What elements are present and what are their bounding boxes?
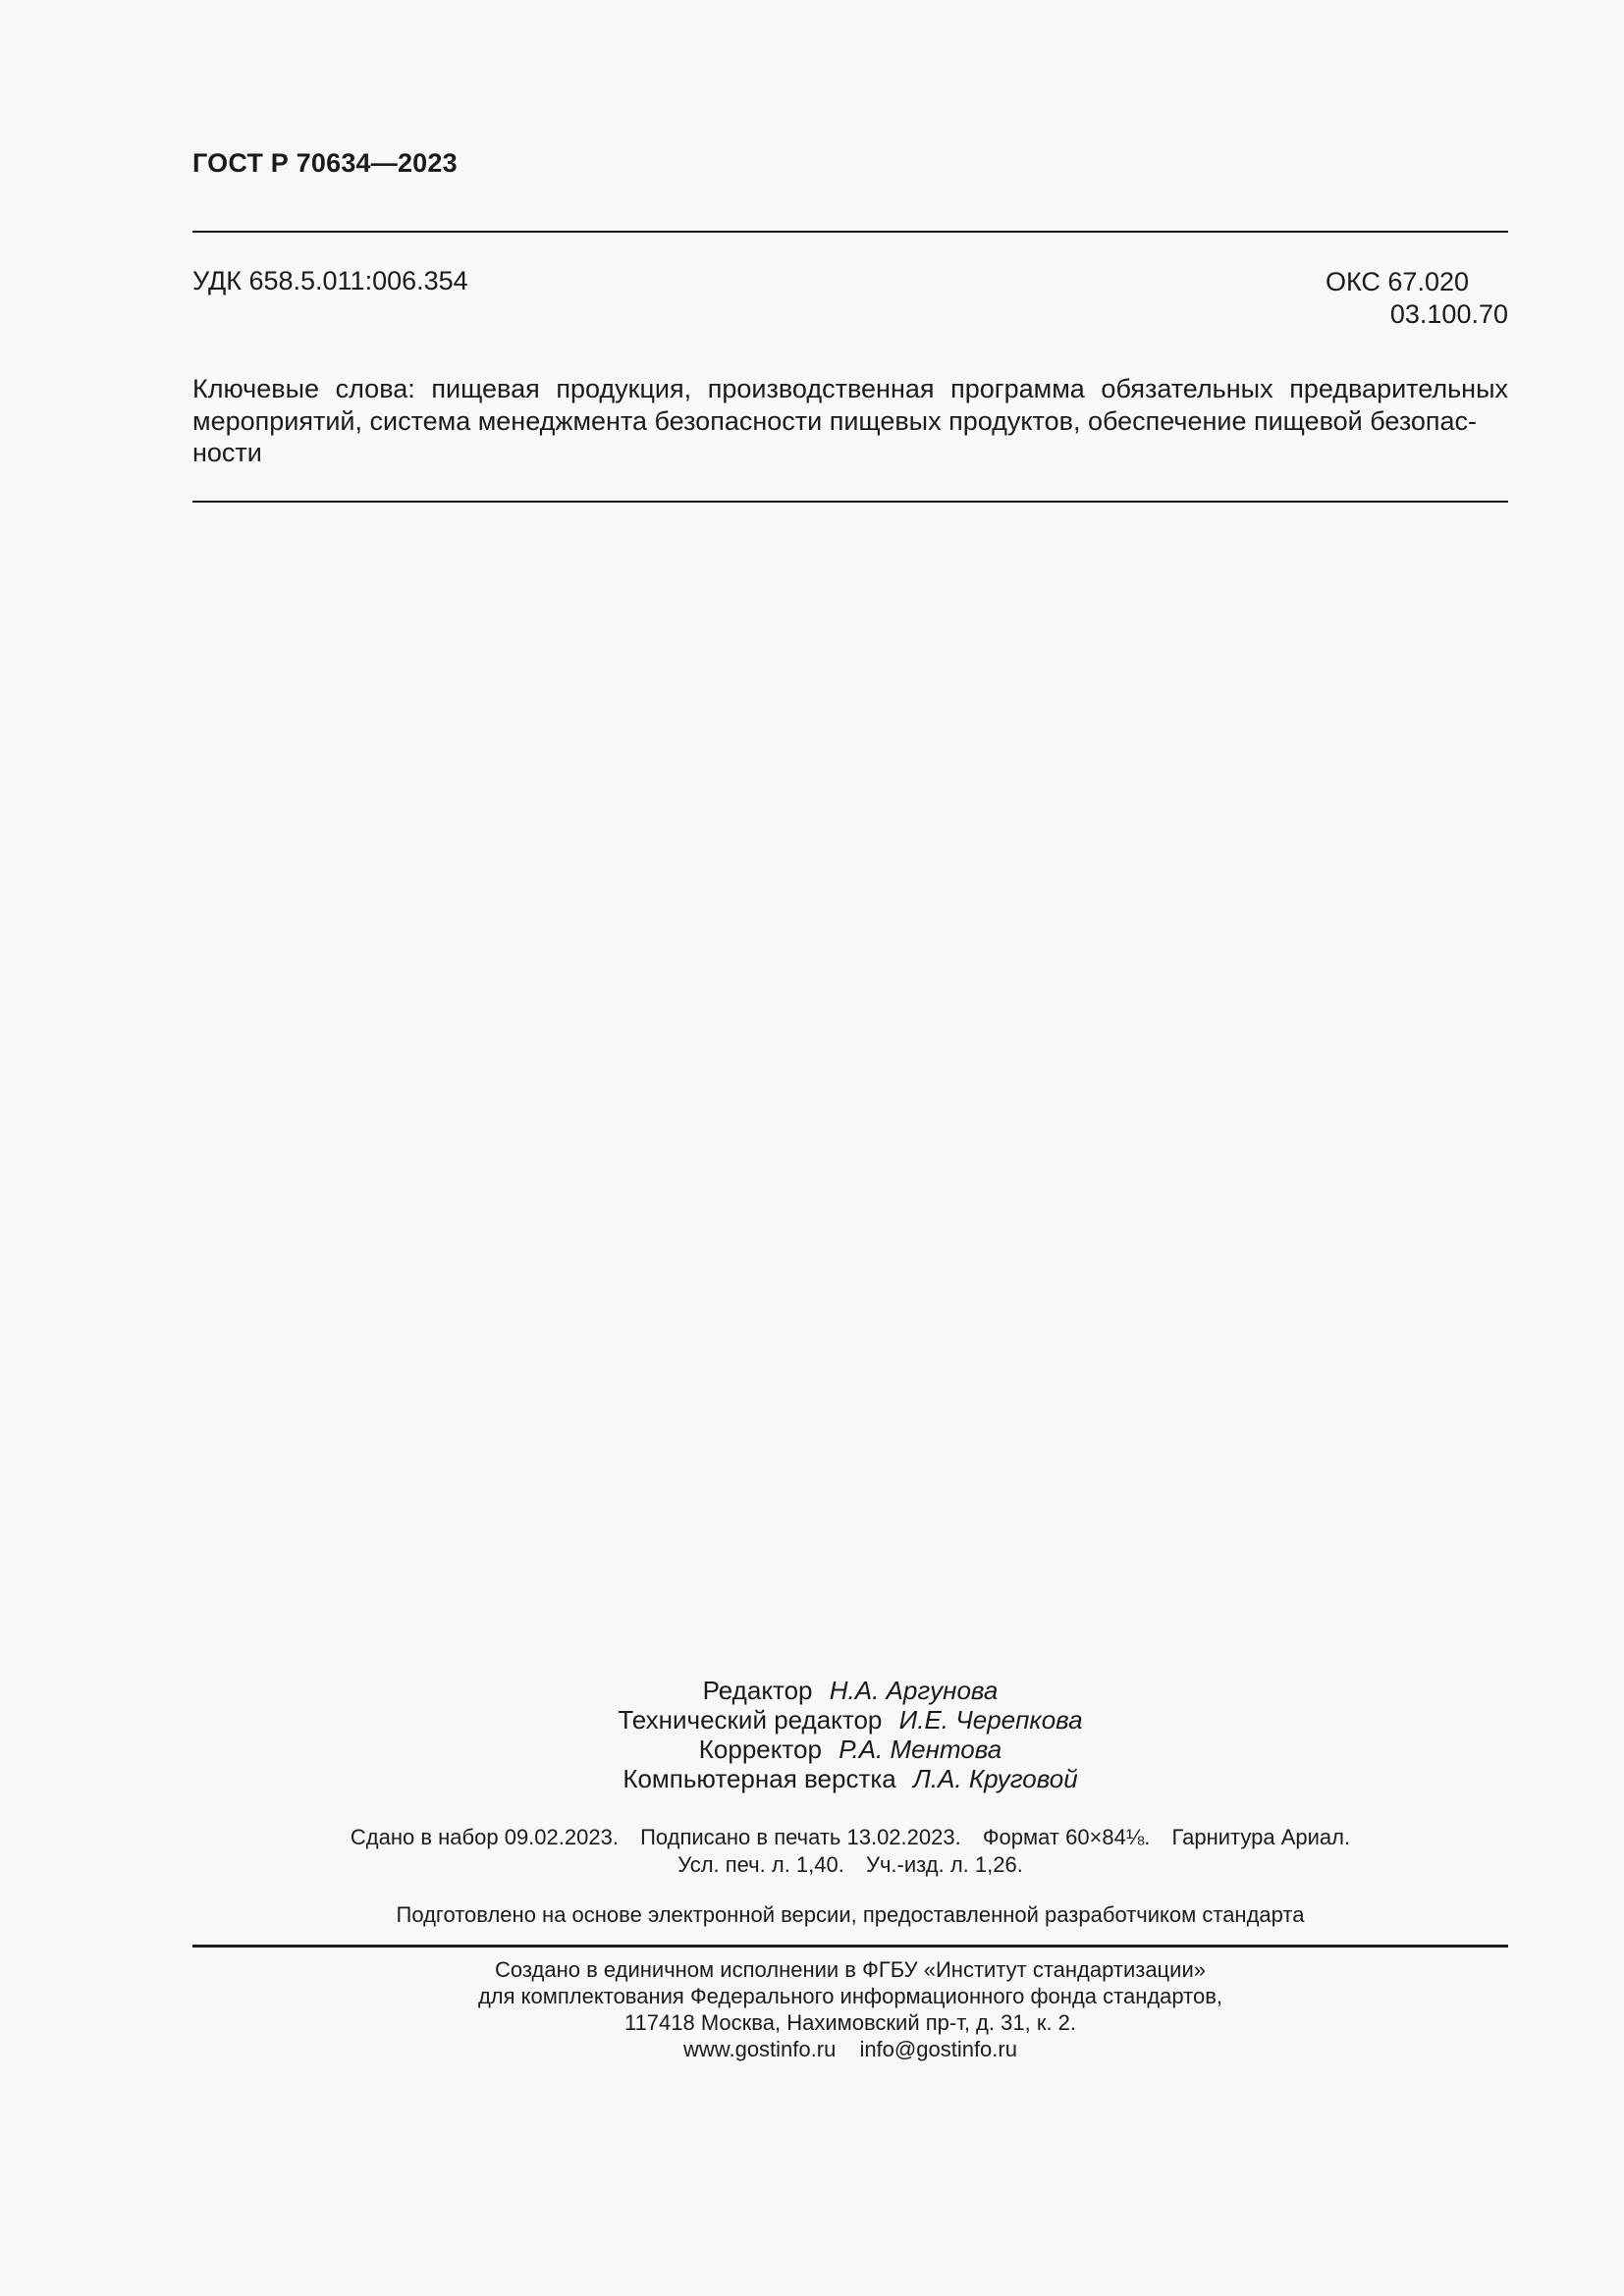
- editorial-credits: [192, 1676, 1508, 1793]
- keywords-paragraph: Ключевые слова: пищевая продукция, производственная программа обязательных предварительных мероприятий, система менеджмента безопасности пищевых продуктов, обеспечение пищевой безопас- ности: [192, 374, 1508, 467]
- paper-format: Формат 60×84⅛.: [982, 1825, 1151, 1849]
- publisher-line1: Создано в единичном исполнении в ФГБУ «Институт стандартизации»: [495, 1957, 1206, 1982]
- credit-proofreader: [192, 1735, 1508, 1764]
- credit-role: Редактор: [702, 1676, 813, 1705]
- print-sheets: Усл. печ. л. 1,40.: [677, 1852, 844, 1877]
- publisher-contacts: [192, 2036, 1508, 2062]
- publisher-line2: для комплектования Федерального информационного фонда стандартов,: [477, 1984, 1223, 2008]
- credit-role: Технический редактор: [618, 1705, 883, 1735]
- publisher-address: 117418 Москва, Нахимовский пр-т, д. 31, к. 2.: [623, 2010, 1077, 2035]
- typeface: Гарнитура Ариал.: [1171, 1825, 1351, 1849]
- signed-date: Подписано в печать 13.02.2023.: [640, 1825, 961, 1849]
- credit-role: Корректор: [698, 1735, 822, 1764]
- print-details: [192, 1824, 1508, 1879]
- udk-code: УДК 658.5.011:006.354: [192, 266, 468, 295]
- print-details-line1: [192, 1824, 1508, 1851]
- submitted-date: Сдано в набор 09.02.2023.: [350, 1825, 619, 1849]
- website-link[interactable]: www.gostinfo.ru: [683, 2037, 837, 2061]
- credit-person: Л.А. Круговой: [913, 1764, 1078, 1793]
- top-divider: [192, 231, 1508, 233]
- credit-layout: [192, 1764, 1508, 1793]
- keywords-divider: [192, 501, 1508, 503]
- prepared-note: Подготовлено на основе электронной версии, предоставленной разработчиком стандарта: [396, 1902, 1305, 1927]
- oks-code-line1: ОКС 67.020: [1325, 267, 1469, 296]
- credit-technical-editor: [192, 1705, 1508, 1735]
- edition-sheets: Уч.-изд. л. 1,26.: [865, 1852, 1023, 1877]
- oks-code-line2: 03.100.70: [1389, 299, 1508, 329]
- oks-code: [1326, 266, 1508, 331]
- email-link[interactable]: info@gostinfo.ru: [859, 2037, 1017, 2061]
- credit-person: Р.А. Ментова: [839, 1735, 1002, 1764]
- publisher-info: [192, 1956, 1508, 2062]
- bottom-divider: [192, 1945, 1508, 1948]
- credit-person: Н.А. Аргунова: [829, 1676, 999, 1705]
- print-details-line2: [192, 1851, 1508, 1879]
- credit-role: Компьютерная верстка: [623, 1764, 896, 1793]
- credit-editor: [192, 1676, 1508, 1705]
- document-code: ГОСТ Р 70634—2023: [192, 148, 458, 178]
- credit-person: И.Е. Черепкова: [898, 1705, 1083, 1735]
